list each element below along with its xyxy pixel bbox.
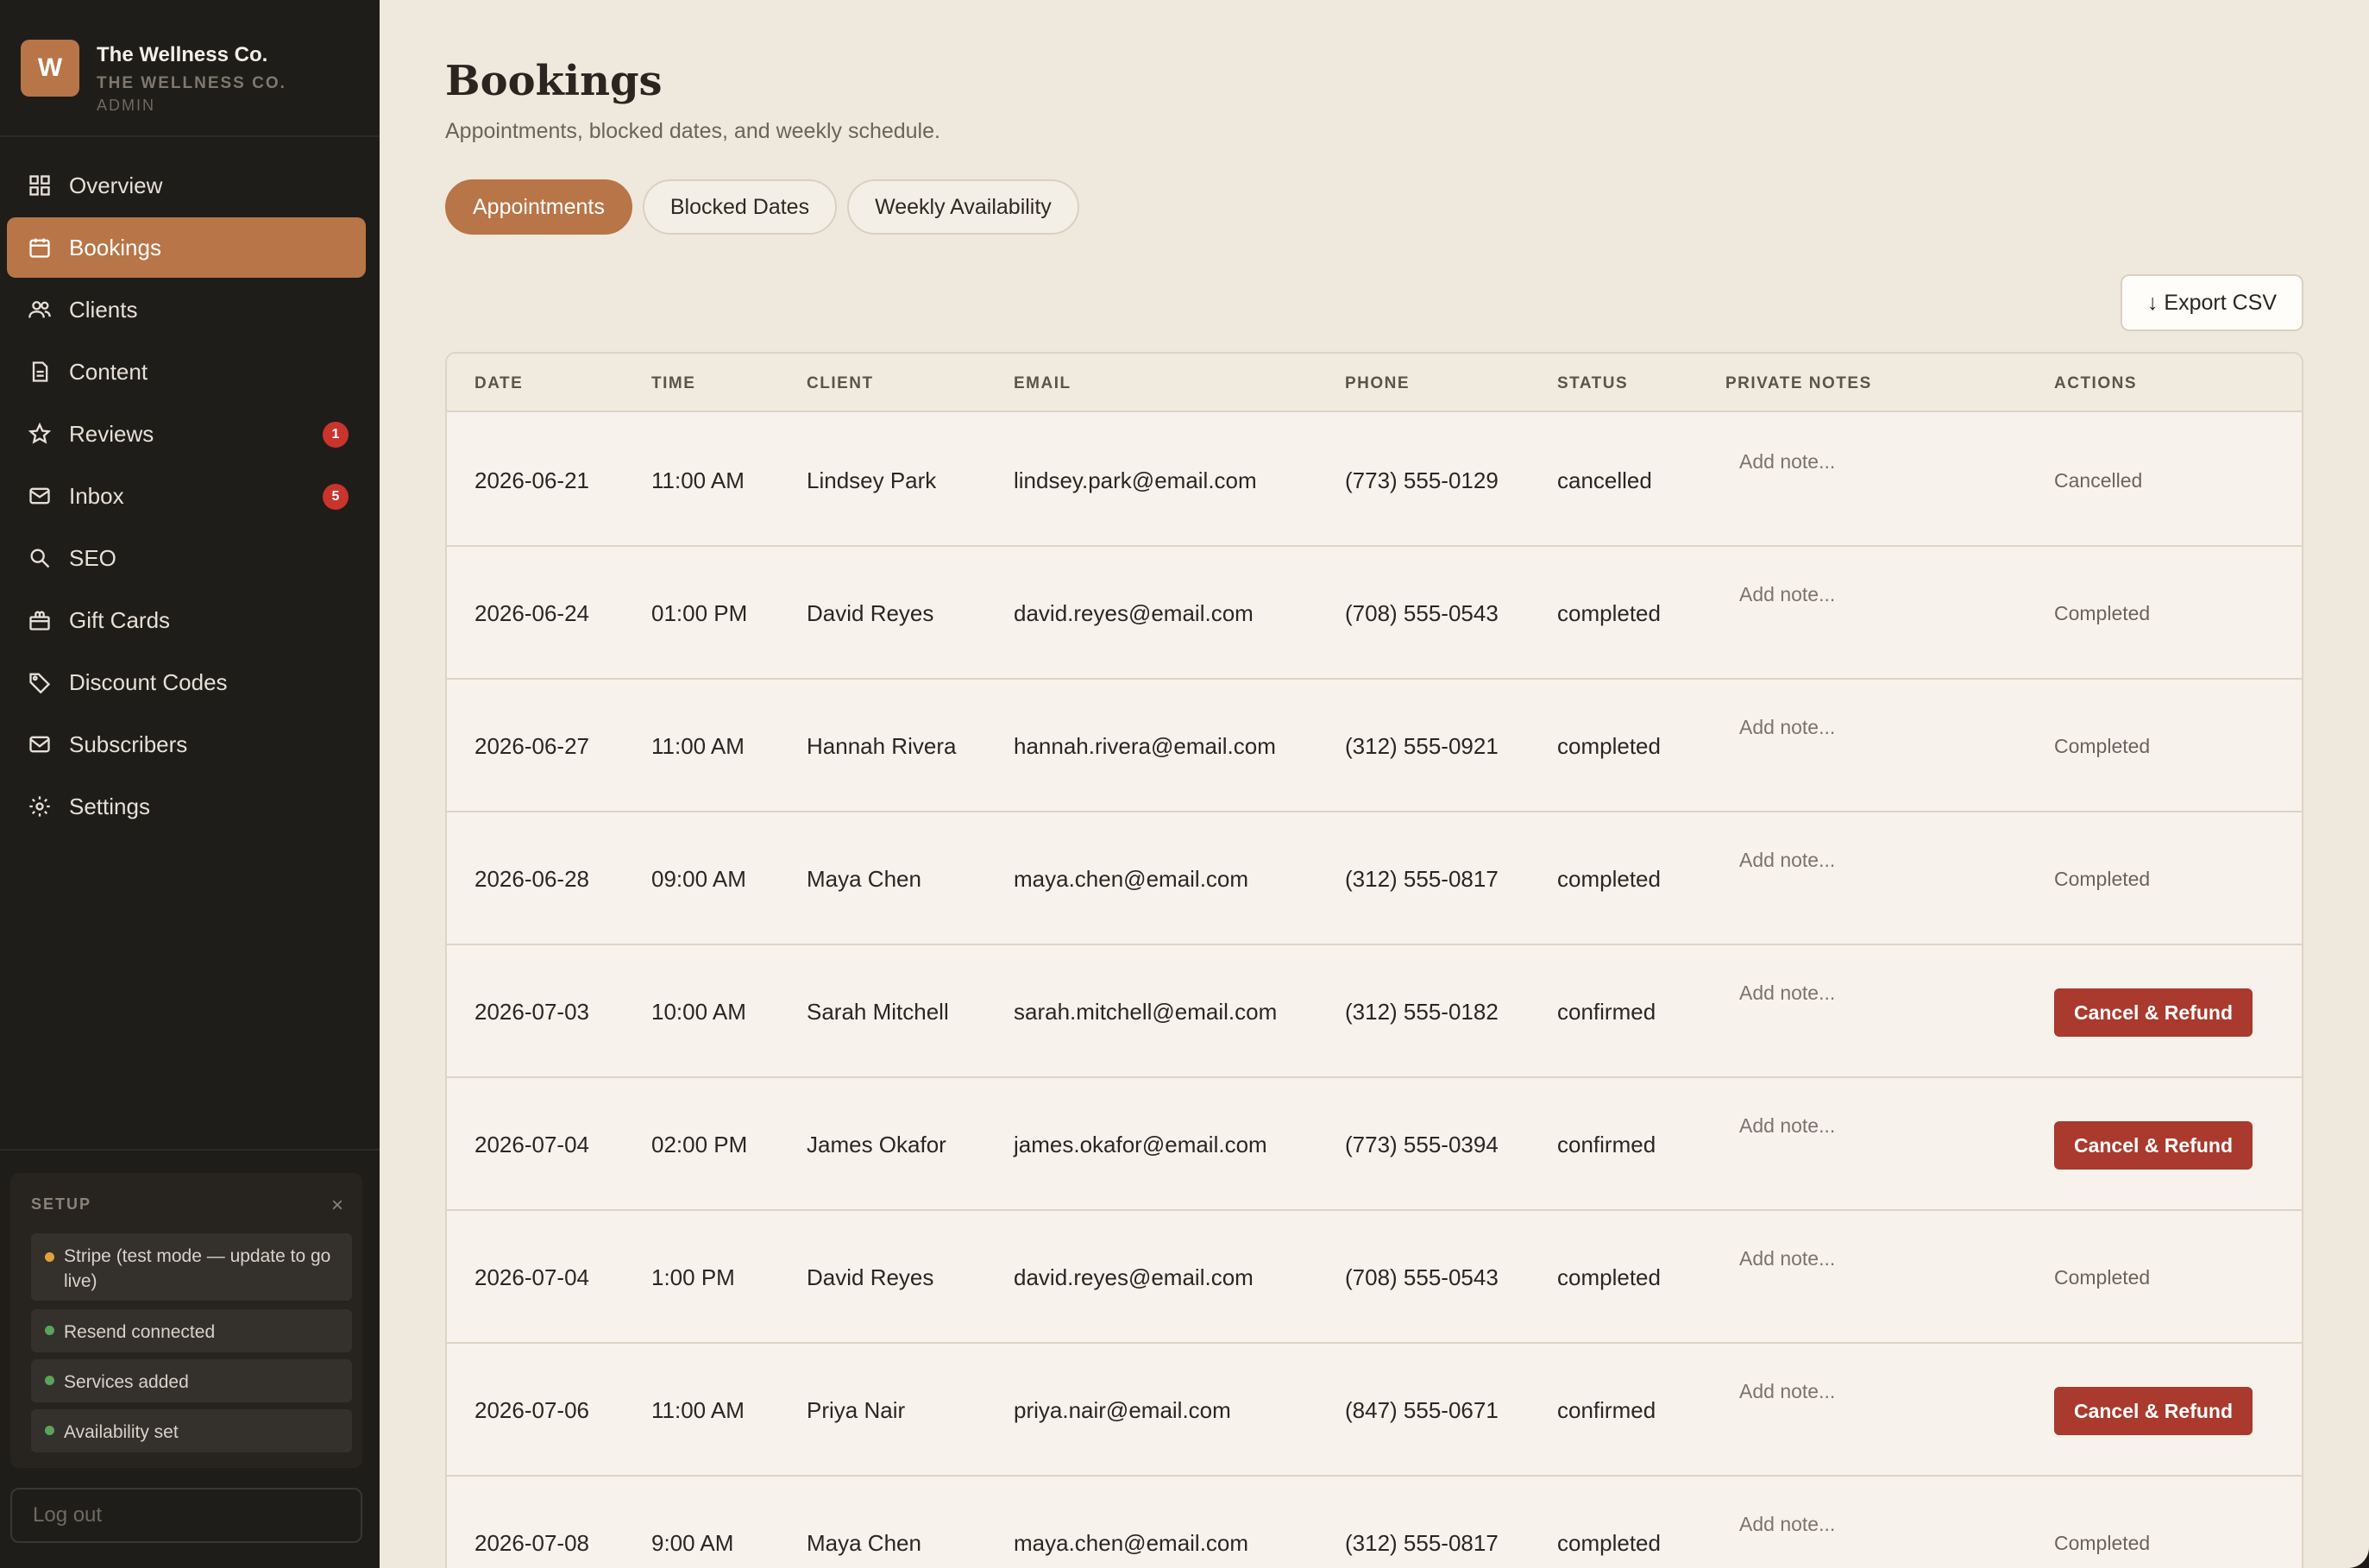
private-note-input[interactable]: Add note... bbox=[1739, 849, 1836, 871]
cell-client: David Reyes bbox=[807, 1264, 934, 1290]
cell-email: hannah.rivera@email.com bbox=[1014, 733, 1276, 759]
sidebar-item-reviews[interactable] bbox=[7, 404, 366, 464]
cancel-refund-button[interactable]: Cancel & Refund bbox=[2054, 1387, 2253, 1435]
cell-time: 09:00 AM bbox=[651, 866, 746, 892]
sidebar-item-content[interactable] bbox=[7, 342, 366, 402]
export-csv-button[interactable]: ↓ Export CSV bbox=[2121, 274, 2303, 331]
action-status-text: Completed bbox=[2054, 1266, 2151, 1289]
setup-item[interactable] bbox=[31, 1233, 352, 1301]
status-badge: completed bbox=[1557, 1530, 1661, 1556]
cell-client: Hannah Rivera bbox=[807, 733, 957, 759]
cell-client: Priya Nair bbox=[807, 1397, 906, 1423]
status-badge: completed bbox=[1557, 1264, 1661, 1290]
sidebar-item-bookings[interactable] bbox=[7, 217, 366, 278]
cell-phone: (773) 555-0394 bbox=[1345, 1132, 1499, 1157]
table-row bbox=[447, 680, 2302, 812]
column-header-private-notes: PRIVATE NOTES bbox=[1725, 374, 1872, 392]
action-status-text: Completed bbox=[2054, 868, 2151, 890]
cell-client: Maya Chen bbox=[807, 1530, 921, 1556]
tab-appointments[interactable]: Appointments bbox=[445, 179, 632, 235]
cell-phone: (312) 555-0817 bbox=[1345, 1530, 1499, 1556]
sidebar-item-clients[interactable] bbox=[7, 279, 366, 340]
cell-phone: (773) 555-0129 bbox=[1345, 467, 1499, 493]
action-status-text: Completed bbox=[2054, 735, 2151, 757]
gear-icon bbox=[26, 793, 53, 820]
main-content bbox=[380, 0, 2369, 1568]
sidebar-item-subscribers[interactable] bbox=[7, 714, 366, 775]
sidebar-item-label: Inbox bbox=[69, 482, 124, 509]
private-note-input[interactable]: Add note... bbox=[1739, 450, 1836, 473]
sidebar bbox=[0, 0, 380, 1568]
table-row bbox=[447, 547, 2302, 680]
cell-time: 02:00 PM bbox=[651, 1132, 748, 1157]
cell-date: 2026-06-28 bbox=[474, 866, 589, 892]
column-header-phone[interactable]: PHONE bbox=[1345, 374, 1411, 392]
sidebar-item-label: Overview bbox=[69, 172, 163, 198]
cell-date: 2026-07-03 bbox=[474, 999, 589, 1025]
tab-weekly-availability[interactable]: Weekly Availability bbox=[847, 179, 1079, 235]
cell-email: david.reyes@email.com bbox=[1014, 1264, 1254, 1290]
document-icon bbox=[26, 358, 53, 386]
cell-date: 2026-06-21 bbox=[474, 467, 589, 493]
setup-title: SETUP bbox=[31, 1195, 92, 1213]
cell-email: david.reyes@email.com bbox=[1014, 600, 1254, 626]
page-title: Bookings bbox=[445, 57, 663, 105]
cell-client: Lindsey Park bbox=[807, 467, 937, 493]
column-header-email[interactable]: EMAIL bbox=[1014, 374, 1071, 392]
cell-date: 2026-07-08 bbox=[474, 1530, 589, 1556]
private-note-input[interactable]: Add note... bbox=[1739, 982, 1836, 1004]
status-badge: confirmed bbox=[1557, 999, 1656, 1025]
cell-email: sarah.mitchell@email.com bbox=[1014, 999, 1278, 1025]
cell-email: maya.chen@email.com bbox=[1014, 1530, 1249, 1556]
cell-email: maya.chen@email.com bbox=[1014, 866, 1249, 892]
private-note-input[interactable]: Add note... bbox=[1739, 716, 1836, 738]
cell-email: priya.nair@email.com bbox=[1014, 1397, 1231, 1423]
sidebar-item-discount-codes[interactable] bbox=[7, 652, 366, 712]
table-row bbox=[447, 1477, 2302, 1568]
star-icon bbox=[26, 420, 53, 448]
cell-phone: (312) 555-0817 bbox=[1345, 866, 1499, 892]
cell-date: 2026-07-04 bbox=[474, 1264, 589, 1290]
cell-date: 2026-06-27 bbox=[474, 733, 589, 759]
cell-phone: (847) 555-0671 bbox=[1345, 1397, 1499, 1423]
private-note-input[interactable]: Add note... bbox=[1739, 1114, 1836, 1137]
notification-badge: 5 bbox=[323, 484, 349, 510]
cell-phone: (708) 555-0543 bbox=[1345, 1264, 1499, 1290]
cell-time: 9:00 AM bbox=[651, 1530, 734, 1556]
column-header-client[interactable]: CLIENT bbox=[807, 374, 874, 392]
private-note-input[interactable]: Add note... bbox=[1739, 1380, 1836, 1402]
column-header-status[interactable]: STATUS bbox=[1557, 374, 1629, 392]
cell-phone: (312) 555-0921 bbox=[1345, 733, 1499, 759]
table-row bbox=[447, 1078, 2302, 1211]
sidebar-item-label: Bookings bbox=[69, 234, 161, 260]
cell-email: james.okafor@email.com bbox=[1014, 1132, 1267, 1157]
sidebar-item-inbox[interactable] bbox=[7, 466, 366, 526]
cell-time: 01:00 PM bbox=[651, 600, 748, 626]
cell-phone: (312) 555-0182 bbox=[1345, 999, 1499, 1025]
action-status-text: Completed bbox=[2054, 602, 2151, 624]
sidebar-item-settings[interactable] bbox=[7, 776, 366, 837]
brand-name: The Wellness Co. bbox=[97, 43, 268, 66]
status-badge: confirmed bbox=[1557, 1397, 1656, 1423]
private-note-input[interactable]: Add note... bbox=[1739, 1247, 1836, 1270]
table-row bbox=[447, 414, 2302, 547]
envelope-icon bbox=[26, 731, 53, 758]
setup-item[interactable] bbox=[31, 1309, 352, 1352]
status-dot-icon bbox=[45, 1376, 54, 1385]
setup-item-label: Availability set bbox=[64, 1422, 179, 1442]
tab-blocked-dates[interactable]: Blocked Dates bbox=[643, 179, 837, 235]
status-dot-icon bbox=[45, 1326, 54, 1335]
cell-date: 2026-06-24 bbox=[474, 600, 589, 626]
private-note-input[interactable]: Add note... bbox=[1739, 1513, 1836, 1535]
column-header-date[interactable]: DATE bbox=[474, 374, 524, 392]
sidebar-nav bbox=[7, 155, 366, 838]
setup-item[interactable] bbox=[31, 1359, 352, 1402]
setup-item-label: Services added bbox=[64, 1372, 189, 1392]
private-note-input[interactable]: Add note... bbox=[1739, 583, 1836, 605]
sidebar-item-seo[interactable] bbox=[7, 528, 366, 588]
gift-icon bbox=[26, 606, 53, 634]
cell-email: lindsey.park@email.com bbox=[1014, 467, 1257, 493]
brand-subtitle: THE WELLNESS CO. bbox=[97, 74, 286, 92]
column-header-time[interactable]: TIME bbox=[651, 374, 696, 392]
status-badge: confirmed bbox=[1557, 1132, 1656, 1157]
sidebar-item-label: Settings bbox=[69, 793, 150, 819]
sidebar-item-label: Clients bbox=[69, 296, 138, 323]
bookings-table bbox=[445, 352, 2303, 1568]
table-row bbox=[447, 1344, 2302, 1477]
sidebar-item-label: Gift Cards bbox=[69, 606, 171, 633]
close-icon[interactable]: × bbox=[330, 1194, 343, 1217]
table-row bbox=[447, 812, 2302, 945]
brand-role: ADMIN bbox=[97, 97, 155, 114]
sidebar-item-label: Reviews bbox=[69, 420, 154, 447]
cell-client: Sarah Mitchell bbox=[807, 999, 949, 1025]
users-icon bbox=[26, 296, 53, 323]
status-badge: completed bbox=[1557, 866, 1661, 892]
cell-client: Maya Chen bbox=[807, 866, 921, 892]
cell-date: 2026-07-04 bbox=[474, 1132, 589, 1157]
setup-panel bbox=[10, 1173, 362, 1468]
logout-button[interactable]: Log out bbox=[10, 1488, 362, 1543]
cell-client: James Okafor bbox=[807, 1132, 946, 1157]
brand[interactable] bbox=[21, 40, 286, 115]
search-icon bbox=[26, 544, 53, 572]
tab-bar bbox=[445, 179, 1090, 235]
cell-time: 11:00 AM bbox=[651, 467, 745, 493]
cancel-refund-button[interactable]: Cancel & Refund bbox=[2054, 1121, 2253, 1170]
setup-item-label: Resend connected bbox=[64, 1322, 216, 1342]
sidebar-item-label: Subscribers bbox=[69, 731, 188, 757]
brand-logo: W bbox=[21, 40, 79, 97]
column-header-actions: ACTIONS bbox=[2054, 374, 2137, 392]
cell-client: David Reyes bbox=[807, 600, 934, 626]
status-dot-icon bbox=[45, 1426, 54, 1435]
action-status-text: Cancelled bbox=[2054, 469, 2143, 492]
notification-badge: 1 bbox=[323, 422, 349, 448]
cell-time: 1:00 PM bbox=[651, 1264, 735, 1290]
cell-date: 2026-07-06 bbox=[474, 1397, 589, 1423]
status-badge: cancelled bbox=[1557, 467, 1652, 493]
mail-icon bbox=[26, 482, 53, 510]
sidebar-item-label: Content bbox=[69, 358, 148, 385]
status-badge: completed bbox=[1557, 733, 1661, 759]
cell-time: 11:00 AM bbox=[651, 1397, 745, 1423]
cell-phone: (708) 555-0543 bbox=[1345, 600, 1499, 626]
grid-icon bbox=[26, 172, 53, 199]
table-row bbox=[447, 945, 2302, 1078]
calendar-icon bbox=[26, 234, 53, 261]
divider bbox=[0, 135, 380, 137]
divider bbox=[0, 1149, 380, 1151]
table-row bbox=[447, 1211, 2302, 1344]
sidebar-item-label: Discount Codes bbox=[69, 668, 228, 695]
page-subtitle: Appointments, blocked dates, and weekly schedule. bbox=[445, 119, 940, 143]
sidebar-item-label: SEO bbox=[69, 544, 116, 571]
cancel-refund-button[interactable]: Cancel & Refund bbox=[2054, 988, 2253, 1037]
status-dot-icon bbox=[45, 1252, 54, 1262]
action-status-text: Completed bbox=[2054, 1532, 2151, 1554]
setup-item[interactable] bbox=[31, 1409, 352, 1452]
tag-icon bbox=[26, 668, 53, 696]
cell-time: 11:00 AM bbox=[651, 733, 745, 759]
sidebar-item-overview[interactable] bbox=[7, 155, 366, 216]
sidebar-item-gift-cards[interactable] bbox=[7, 590, 366, 650]
table-header bbox=[447, 354, 2302, 412]
setup-item-label: Stripe (test mode — update to go live) bbox=[64, 1246, 331, 1291]
status-badge: completed bbox=[1557, 600, 1661, 626]
cell-time: 10:00 AM bbox=[651, 999, 746, 1025]
